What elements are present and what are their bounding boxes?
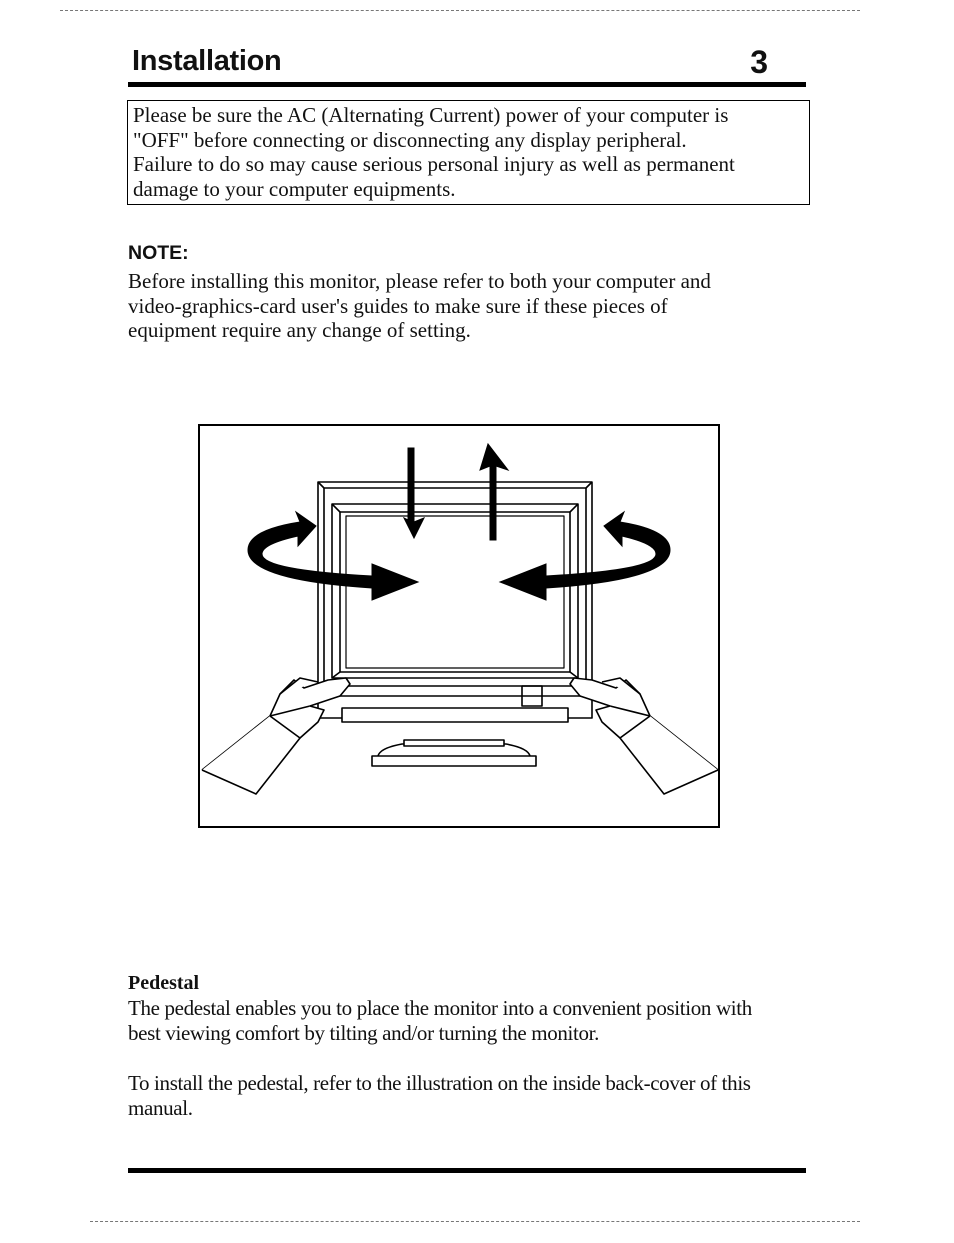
left-hand-drawing — [202, 678, 350, 794]
note-line: equipment require any change of setting. — [128, 318, 471, 342]
warning-line: Failure to do so may cause serious personal injury as well as permanent — [133, 152, 735, 176]
footer-rule — [128, 1168, 806, 1173]
pedestal-line: best viewing comfort by tilting and/or turning the monitor. — [128, 1021, 600, 1045]
pedestal-line: The pedestal enables you to place the monitor into a convenient position with — [128, 996, 752, 1020]
page-title: Installation — [132, 45, 282, 77]
page-header — [128, 42, 806, 87]
monitor-illustration — [198, 424, 720, 828]
pedestal-text — [128, 996, 805, 1121]
pedestal-paragraph-2 — [128, 1071, 805, 1121]
warning-line: "OFF" before connecting or disconnecting any display peripheral. — [133, 127, 687, 152]
warning-box — [127, 100, 810, 205]
monitor-bezel — [318, 482, 592, 722]
scan-artifact-top — [60, 10, 860, 11]
pedestal-line: manual. — [128, 1096, 193, 1120]
pedestal-line: To install the pedestal, refer to the illustration on the inside back-cover of this — [128, 1071, 751, 1095]
warning-line: Please be sure the AC (Alternating Current) power of your computer is — [133, 103, 729, 127]
note-line: video-graphics-card user's guides to make sure if these pieces of — [128, 293, 668, 318]
note-line: Before installing this monitor, please refer to both your computer and — [128, 269, 711, 293]
pedestal-paragraph-1 — [128, 996, 805, 1046]
pedestal-base — [372, 740, 536, 766]
monitor-drawing — [200, 426, 720, 828]
right-hand-drawing — [570, 678, 718, 794]
pedestal-heading: Pedestal — [128, 972, 200, 994]
note-text — [128, 269, 805, 343]
note-label: NOTE: — [128, 242, 189, 264]
scan-artifact-bottom — [90, 1221, 860, 1222]
warning-line: damage to your computer equipments. — [133, 176, 456, 201]
section-number: 3 — [750, 44, 768, 80]
